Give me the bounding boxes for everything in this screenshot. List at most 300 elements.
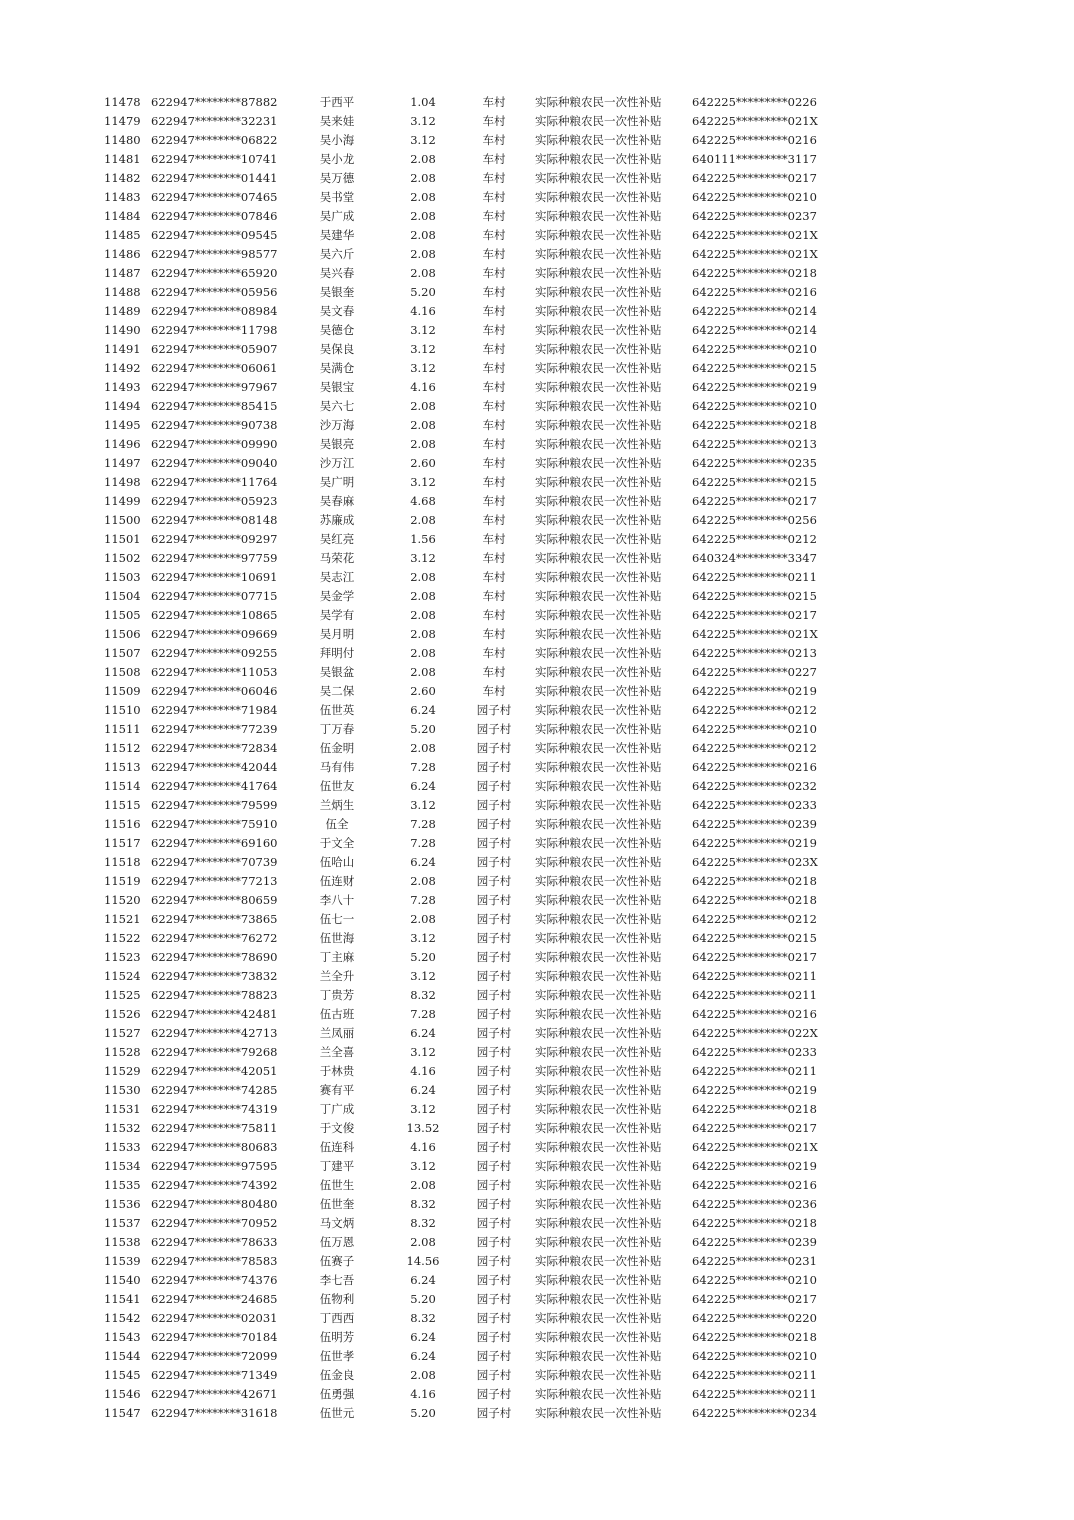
name-cell: 吴兴春 [319,266,355,280]
name-cell: 伍连财 [319,874,355,888]
table-row [0,644,1074,663]
row-number: 11545 [104,1368,141,1382]
bank-card-cell: 622947********74376 [151,1273,278,1287]
subsidy-type-cell: 实际种粮农民一次性补贴 [535,779,662,793]
id-number-cell: 642225*********0211 [692,1368,817,1382]
amount-cell: 5.20 [410,285,436,299]
id-number-cell: 642225*********0232 [692,779,817,793]
subsidy-type-cell: 实际种粮农民一次性补贴 [535,1387,662,1401]
bank-card-cell: 622947********74285 [151,1083,278,1097]
village-cell: 园子村 [476,722,512,736]
bank-card-cell: 622947********98577 [151,247,278,261]
subsidy-type-cell: 实际种粮农民一次性补贴 [535,589,662,603]
name-cell: 伍世友 [319,779,355,793]
table-row [0,606,1074,625]
id-number-cell: 642225*********0211 [692,969,817,983]
bank-card-cell: 622947********78823 [151,988,278,1002]
table-row [0,473,1074,492]
bank-card-cell: 622947********85415 [151,399,278,413]
row-number: 11512 [104,741,141,755]
bank-card-cell: 622947********74319 [151,1102,278,1116]
id-number-cell: 640324*********3347 [692,551,817,565]
subsidy-type-cell: 实际种粮农民一次性补贴 [535,361,662,375]
id-number-cell: 642225*********0219 [692,836,817,850]
amount-cell: 8.32 [410,1216,436,1230]
id-number-cell: 642225*********0219 [692,1159,817,1173]
id-number-cell: 642225*********0234 [692,1406,817,1420]
row-number: 11488 [104,285,141,299]
name-cell: 赛有平 [319,1083,355,1097]
id-number-cell: 642225*********0218 [692,1102,817,1116]
table-row [0,815,1074,834]
table-row [0,967,1074,986]
bank-card-cell: 622947********80480 [151,1197,278,1211]
amount-cell: 2.08 [410,570,436,584]
table-row [0,739,1074,758]
name-cell: 吴二保 [319,684,355,698]
id-number-cell: 642225*********0211 [692,570,817,584]
id-number-cell: 642225*********0211 [692,1387,817,1401]
id-number-cell: 642225*********0216 [692,133,817,147]
row-number: 11533 [104,1140,141,1154]
village-cell: 园子村 [476,798,512,812]
bank-card-cell: 622947********76272 [151,931,278,945]
subsidy-type-cell: 实际种粮农民一次性补贴 [535,247,662,261]
id-number-cell: 642225*********0217 [692,171,817,185]
village-cell: 园子村 [476,703,512,717]
subsidy-type-cell: 实际种粮农民一次性补贴 [535,703,662,717]
id-number-cell: 642225*********0233 [692,798,817,812]
row-number: 11482 [104,171,141,185]
row-number: 11494 [104,399,141,413]
row-number: 11495 [104,418,141,432]
row-number: 11534 [104,1159,141,1173]
id-number-cell: 640111*********3117 [692,152,817,166]
name-cell: 伍世英 [319,703,355,717]
amount-cell: 4.16 [410,1387,436,1401]
row-number: 11511 [104,722,141,736]
bank-card-cell: 622947********97759 [151,551,278,565]
village-cell: 车村 [482,266,506,280]
table-row [0,948,1074,967]
subsidy-type-cell: 实际种粮农民一次性补贴 [535,266,662,280]
bank-card-cell: 622947********11798 [151,323,278,337]
village-cell: 园子村 [476,1235,512,1249]
bank-card-cell: 622947********05907 [151,342,278,356]
amount-cell: 4.16 [410,1064,436,1078]
id-number-cell: 642225*********0216 [692,760,817,774]
table-row [0,1271,1074,1290]
table-row [0,264,1074,283]
subsidy-type-cell: 实际种粮农民一次性补贴 [535,285,662,299]
subsidy-type-cell: 实际种粮农民一次性补贴 [535,1007,662,1021]
amount-cell: 2.08 [410,646,436,660]
table-row [0,1385,1074,1404]
amount-cell: 3.12 [410,1102,436,1116]
name-cell: 吴保良 [319,342,355,356]
row-number: 11481 [104,152,141,166]
bank-card-cell: 622947********87882 [151,95,278,109]
id-number-cell: 642225*********021X [692,247,818,261]
table-row [0,872,1074,891]
amount-cell: 1.56 [410,532,436,546]
name-cell: 吴学有 [319,608,355,622]
name-cell: 兰凤丽 [319,1026,355,1040]
table-row [0,150,1074,169]
table-row [0,1081,1074,1100]
bank-card-cell: 622947********78583 [151,1254,278,1268]
amount-cell: 3.12 [410,1045,436,1059]
subsidy-type-cell: 实际种粮农民一次性补贴 [535,1102,662,1116]
amount-cell: 3.12 [410,361,436,375]
amount-cell: 6.24 [410,1349,436,1363]
name-cell: 伍全 [325,817,349,831]
row-number: 11485 [104,228,141,242]
name-cell: 伍勇强 [319,1387,355,1401]
table-row [0,1176,1074,1195]
village-cell: 车村 [482,570,506,584]
subsidy-type-cell: 实际种粮农民一次性补贴 [535,722,662,736]
subsidy-type-cell: 实际种粮农民一次性补贴 [535,1083,662,1097]
row-number: 11506 [104,627,141,641]
bank-card-cell: 622947********42671 [151,1387,278,1401]
village-cell: 车村 [482,361,506,375]
table-row [0,112,1074,131]
village-cell: 车村 [482,152,506,166]
amount-cell: 2.08 [410,399,436,413]
amount-cell: 3.12 [410,475,436,489]
row-number: 11487 [104,266,141,280]
subsidy-type-cell: 实际种粮农民一次性补贴 [535,1197,662,1211]
row-number: 11478 [104,95,141,109]
bank-card-cell: 622947********71984 [151,703,278,717]
row-number: 11510 [104,703,141,717]
amount-cell: 6.24 [410,1330,436,1344]
amount-cell: 2.08 [410,437,436,451]
id-number-cell: 642225*********0218 [692,418,817,432]
name-cell: 吴银亮 [319,437,355,451]
bank-card-cell: 622947********77213 [151,874,278,888]
id-number-cell: 642225*********0216 [692,1007,817,1021]
subsidy-type-cell: 实际种粮农民一次性补贴 [535,1045,662,1059]
row-number: 11513 [104,760,141,774]
table-row [0,302,1074,321]
table-row [0,1138,1074,1157]
name-cell: 吴书堂 [319,190,355,204]
row-number: 11504 [104,589,141,603]
amount-cell: 3.12 [410,798,436,812]
village-cell: 车村 [482,171,506,185]
id-number-cell: 642225*********0213 [692,437,817,451]
subsidy-type-cell: 实际种粮农民一次性补贴 [535,1273,662,1287]
name-cell: 马文炳 [319,1216,355,1230]
bank-card-cell: 622947********80683 [151,1140,278,1154]
amount-cell: 6.24 [410,1026,436,1040]
bank-card-cell: 622947********42044 [151,760,278,774]
row-number: 11521 [104,912,141,926]
village-cell: 园子村 [476,1330,512,1344]
name-cell: 兰全升 [319,969,355,983]
village-cell: 园子村 [476,1197,512,1211]
row-number: 11503 [104,570,141,584]
id-number-cell: 642225*********0213 [692,646,817,660]
row-number: 11544 [104,1349,141,1363]
bank-card-cell: 622947********73865 [151,912,278,926]
name-cell: 吴广成 [319,209,355,223]
name-cell: 吴来娃 [319,114,355,128]
table-row [0,245,1074,264]
subsidy-type-cell: 实际种粮农民一次性补贴 [535,513,662,527]
village-cell: 园子村 [476,1349,512,1363]
amount-cell: 8.32 [410,1197,436,1211]
id-number-cell: 642225*********021X [692,1140,818,1154]
name-cell: 马荣花 [319,551,355,565]
village-cell: 车村 [482,475,506,489]
amount-cell: 6.24 [410,703,436,717]
table-row [0,758,1074,777]
subsidy-type-cell: 实际种粮农民一次性补贴 [535,817,662,831]
bank-card-cell: 622947********24685 [151,1292,278,1306]
bank-card-cell: 622947********41764 [151,779,278,793]
bank-card-cell: 622947********09669 [151,627,278,641]
subsidy-type-cell: 实际种粮农民一次性补贴 [535,741,662,755]
village-cell: 园子村 [476,817,512,831]
row-number: 11525 [104,988,141,1002]
village-cell: 车村 [482,304,506,318]
name-cell: 吴志江 [319,570,355,584]
amount-cell: 2.08 [410,1368,436,1382]
row-number: 11519 [104,874,141,888]
id-number-cell: 642225*********0218 [692,266,817,280]
table-row [0,530,1074,549]
subsidy-type-cell: 实际种粮农民一次性补贴 [535,1406,662,1420]
id-number-cell: 642225*********0216 [692,285,817,299]
row-number: 11543 [104,1330,141,1344]
subsidy-type-cell: 实际种粮农民一次性补贴 [535,1026,662,1040]
amount-cell: 2.08 [410,1178,436,1192]
village-cell: 园子村 [476,760,512,774]
row-number: 11500 [104,513,141,527]
village-cell: 车村 [482,285,506,299]
name-cell: 伍古班 [319,1007,355,1021]
name-cell: 沙万江 [319,456,355,470]
table-row [0,1233,1074,1252]
table-row [0,663,1074,682]
row-number: 11490 [104,323,141,337]
bank-card-cell: 622947********80659 [151,893,278,907]
amount-cell: 7.28 [410,817,436,831]
id-number-cell: 642225*********0219 [692,684,817,698]
subsidy-type-cell: 实际种粮农民一次性补贴 [535,342,662,356]
table-row [0,1404,1074,1423]
village-cell: 园子村 [476,1368,512,1382]
name-cell: 吴银盆 [319,665,355,679]
id-number-cell: 642225*********0236 [692,1197,817,1211]
id-number-cell: 642225*********0214 [692,304,817,318]
name-cell: 吴春麻 [319,494,355,508]
table-row [0,1062,1074,1081]
table-row [0,929,1074,948]
table-row [0,701,1074,720]
row-number: 11541 [104,1292,141,1306]
amount-cell: 8.32 [410,1311,436,1325]
subsidy-type-cell: 实际种粮农民一次性补贴 [535,95,662,109]
village-cell: 车村 [482,95,506,109]
row-number: 11483 [104,190,141,204]
village-cell: 车村 [482,665,506,679]
bank-card-cell: 622947********70184 [151,1330,278,1344]
village-cell: 园子村 [476,1292,512,1306]
name-cell: 伍万恩 [319,1235,355,1249]
row-number: 11542 [104,1311,141,1325]
table-row [0,1100,1074,1119]
bank-card-cell: 622947********31618 [151,1406,278,1420]
subsidy-type-cell: 实际种粮农民一次性补贴 [535,532,662,546]
row-number: 11515 [104,798,141,812]
subsidy-type-cell: 实际种粮农民一次性补贴 [535,1216,662,1230]
table-row [0,435,1074,454]
village-cell: 车村 [482,513,506,527]
bank-card-cell: 622947********69160 [151,836,278,850]
table-row [0,682,1074,701]
row-number: 11529 [104,1064,141,1078]
subsidy-type-cell: 实际种粮农民一次性补贴 [535,1140,662,1154]
table-row [0,188,1074,207]
amount-cell: 5.20 [410,722,436,736]
amount-cell: 7.28 [410,836,436,850]
table-row [0,1195,1074,1214]
amount-cell: 2.08 [410,247,436,261]
id-number-cell: 642225*********0231 [692,1254,817,1268]
row-number: 11536 [104,1197,141,1211]
village-cell: 车村 [482,608,506,622]
subsidy-type-cell: 实际种粮农民一次性补贴 [535,893,662,907]
name-cell: 丁万春 [319,722,355,736]
amount-cell: 4.68 [410,494,436,508]
subsidy-type-cell: 实际种粮农民一次性补贴 [535,133,662,147]
table-row [0,131,1074,150]
id-number-cell: 642225*********0215 [692,475,817,489]
subsidy-type-cell: 实际种粮农民一次性补贴 [535,684,662,698]
village-cell: 车村 [482,456,506,470]
subsidy-type-cell: 实际种粮农民一次性补贴 [535,1159,662,1173]
amount-cell: 14.56 [406,1254,440,1268]
name-cell: 伍世生 [319,1178,355,1192]
name-cell: 伍世元 [319,1406,355,1420]
name-cell: 伍赛子 [319,1254,355,1268]
row-number: 11531 [104,1102,141,1116]
id-number-cell: 642225*********0215 [692,361,817,375]
bank-card-cell: 622947********70739 [151,855,278,869]
village-cell: 车村 [482,247,506,261]
amount-cell: 2.08 [410,1235,436,1249]
id-number-cell: 642225*********0214 [692,323,817,337]
id-number-cell: 642225*********0210 [692,399,817,413]
bank-card-cell: 622947********73832 [151,969,278,983]
table-row [0,359,1074,378]
amount-cell: 7.28 [410,1007,436,1021]
village-cell: 车村 [482,209,506,223]
bank-card-cell: 622947********09255 [151,646,278,660]
amount-cell: 5.20 [410,950,436,964]
subsidy-type-cell: 实际种粮农民一次性补贴 [535,209,662,223]
id-number-cell: 642225*********0237 [692,209,817,223]
village-cell: 车村 [482,399,506,413]
village-cell: 园子村 [476,1387,512,1401]
id-number-cell: 642225*********0212 [692,532,817,546]
village-cell: 园子村 [476,1121,512,1135]
subsidy-type-cell: 实际种粮农民一次性补贴 [535,1311,662,1325]
subsidy-type-cell: 实际种粮农民一次性补贴 [535,874,662,888]
bank-card-cell: 622947********70952 [151,1216,278,1230]
name-cell: 丁建平 [319,1159,355,1173]
amount-cell: 2.08 [410,266,436,280]
bank-card-cell: 622947********10865 [151,608,278,622]
name-cell: 吴文春 [319,304,355,318]
row-number: 11501 [104,532,141,546]
subsidy-type-cell: 实际种粮农民一次性补贴 [535,1292,662,1306]
name-cell: 于林贵 [319,1064,355,1078]
village-cell: 车村 [482,228,506,242]
id-number-cell: 642225*********0233 [692,1045,817,1059]
table-row [0,1328,1074,1347]
name-cell: 吴月明 [319,627,355,641]
village-cell: 车村 [482,627,506,641]
bank-card-cell: 622947********42481 [151,1007,278,1021]
row-number: 11499 [104,494,141,508]
row-number: 11507 [104,646,141,660]
name-cell: 吴银宝 [319,380,355,394]
village-cell: 园子村 [476,950,512,964]
amount-cell: 2.08 [410,171,436,185]
subsidy-table [0,93,1074,1423]
id-number-cell: 642225*********0217 [692,1292,817,1306]
row-number: 11535 [104,1178,141,1192]
name-cell: 吴万德 [319,171,355,185]
name-cell: 吴小海 [319,133,355,147]
id-number-cell: 642225*********021X [692,228,818,242]
table-row [0,492,1074,511]
table-row [0,1309,1074,1328]
row-number: 11539 [104,1254,141,1268]
row-number: 11538 [104,1235,141,1249]
table-row [0,986,1074,1005]
name-cell: 吴金学 [319,589,355,603]
table-row [0,910,1074,929]
name-cell: 吴满仓 [319,361,355,375]
id-number-cell: 642225*********0212 [692,741,817,755]
bank-card-cell: 622947********05923 [151,494,278,508]
id-number-cell: 642225*********0220 [692,1311,817,1325]
village-cell: 园子村 [476,855,512,869]
table-row [0,207,1074,226]
amount-cell: 2.08 [410,228,436,242]
bank-card-cell: 622947********08148 [151,513,278,527]
row-number: 11493 [104,380,141,394]
bank-card-cell: 622947********07846 [151,209,278,223]
amount-cell: 3.12 [410,114,436,128]
village-cell: 园子村 [476,931,512,945]
id-number-cell: 642225*********0217 [692,608,817,622]
subsidy-type-cell: 实际种粮农民一次性补贴 [535,228,662,242]
amount-cell: 4.16 [410,380,436,394]
village-cell: 车村 [482,494,506,508]
name-cell: 苏廉成 [319,513,355,527]
bank-card-cell: 622947********79268 [151,1045,278,1059]
table-row [0,283,1074,302]
subsidy-type-cell: 实际种粮农民一次性补贴 [535,171,662,185]
table-row [0,1347,1074,1366]
